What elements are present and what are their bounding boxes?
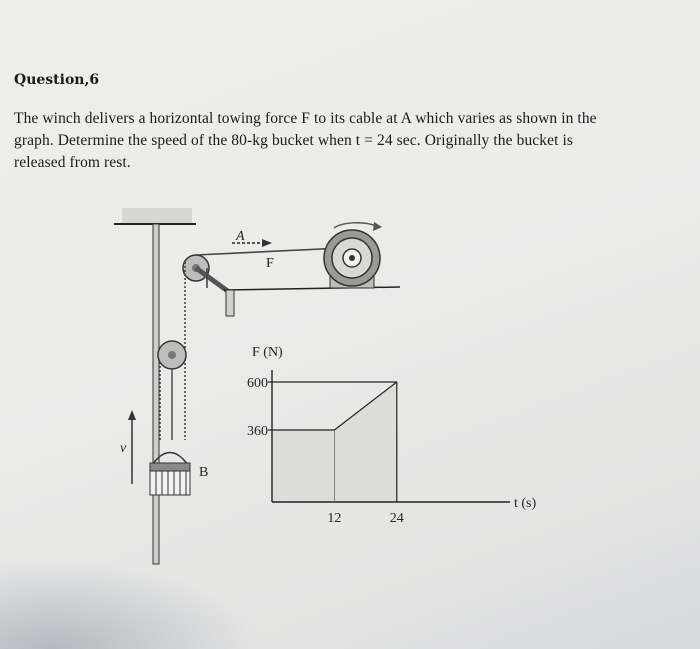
x-tick-label-24: 24 xyxy=(389,511,404,526)
winch xyxy=(324,222,382,288)
point-a xyxy=(232,229,274,271)
bucket-label: B xyxy=(199,465,209,480)
problem-line-2: graph. Determine the speed of the 80-kg bucket when t = 24 sec. Originally the bucket is xyxy=(14,132,574,149)
force-label: F xyxy=(266,256,274,271)
problem-line-1: The winch delivers a horizontal towing force F to its cable at A which varies as shown in the xyxy=(14,110,597,127)
velocity-arrow xyxy=(120,410,136,484)
upper-pulley xyxy=(183,255,229,292)
y-axis-label: F (N) xyxy=(252,345,283,360)
problem-line-3: released from rest. xyxy=(14,154,131,171)
velocity-label: v xyxy=(120,441,127,456)
question-title: Question,6 xyxy=(14,72,100,88)
lower-pulley xyxy=(158,341,186,440)
force-time-chart xyxy=(247,345,537,526)
y-tick-label-600: 600 xyxy=(247,376,268,391)
point-a-label: A xyxy=(236,229,245,244)
x-tick-label-12: 12 xyxy=(327,511,342,526)
y-tick-label-360: 360 xyxy=(247,424,268,439)
ceiling-support xyxy=(114,208,196,564)
x-axis-label: t (s) xyxy=(514,496,537,511)
winch-platform xyxy=(224,287,400,316)
